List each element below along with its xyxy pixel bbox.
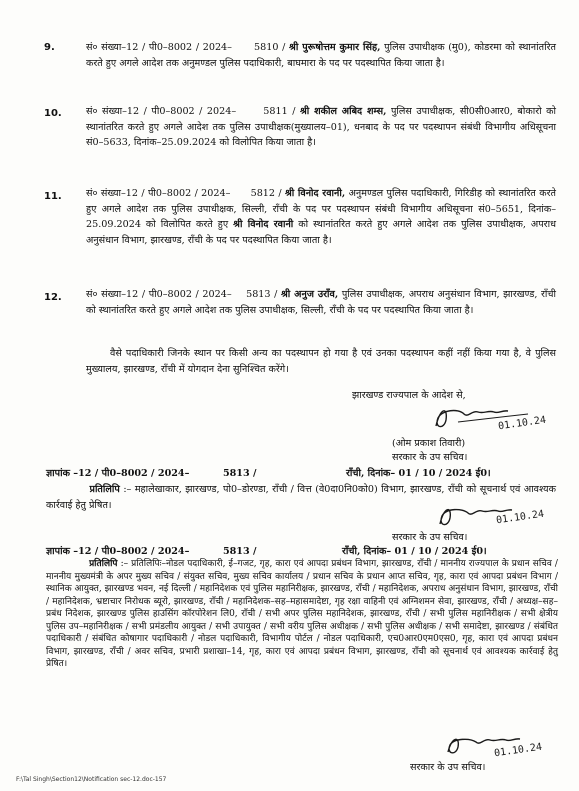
item-number: 11. [44, 191, 62, 202]
item-12-paragraph [86, 287, 556, 318]
officer-name-inline: श्री विनोद रवानी [233, 219, 294, 230]
item-11-paragraph [86, 186, 556, 248]
item-number: 9. [44, 42, 55, 53]
item-number: 10. [44, 108, 62, 119]
signature-date: 01.10.24 [495, 508, 545, 527]
memo-ref: ज्ञापांक –12 / पी0–8002 / 2024– [46, 546, 190, 557]
memo-1-header [46, 466, 556, 482]
signatory-name: (ओम प्रकाश तिवारी) [392, 438, 466, 449]
memo-body: :– महालेखाकार, झारखण्ड, पो0–डोरण्डा, राँची / वित्त (वे0दा0नि0को0) विभाग, झारखण्ड, राँची को सूचनार्थ एवं आवश्यक कार्रवाई हेतु प्रेषित। [46, 484, 556, 511]
memo-label: प्रतिलिपि [89, 484, 120, 495]
signature-date: 01.10.24 [497, 414, 547, 433]
item-ref: सं० संख्या–12 / पी0–8002 / 2024– [86, 289, 232, 300]
item-code: 5813 / [246, 289, 278, 300]
item-10-paragraph [86, 104, 556, 151]
memo-place-date: राँची, दिनांक– 01 / 10 / 2024 ई0। [346, 468, 491, 479]
signatory-title: सरकार के उप सचिव। [392, 452, 468, 463]
item-ref: सं० संख्या–12 / पी0–8002 / 2024– [86, 188, 231, 199]
officer-name: श्री विनोद रवानी, [284, 188, 346, 199]
signatory-title: सरकार के उप सचिव। [410, 762, 486, 773]
memo-code: 5813 / [222, 468, 257, 479]
item-code: 5810 / [254, 42, 286, 53]
item-body-post: को स्थानांतरित करते हुए अगले आदेश तक पुलिस उपाधीक्षक, अपराध अनुसंधान विभाग, झारखण्ड, राँची के पद पर पदस्थापित किया जाता है। [86, 219, 556, 246]
item-ref: सं० संख्या–12 / पी0–8002 / 2024– [86, 106, 237, 117]
item-code: 5811 / [263, 106, 296, 117]
item-code: 5812 / [250, 188, 282, 199]
item-body: पदाधिकारी, गिरिडीह को स्थानांतरित करते हुए अगले आदेश तक पुलिस उपाधीक्षक, सिल्ली, राँची के पद पर पदस्थापन संबंधी विभागीय अधिसूचना सं0–5651, दिनांक–25.09.2024 को विलोपित करते हुए [86, 188, 556, 230]
closing-paragraph: वैसे पदाधिकारी जिनके स्थान पर किसी अन्य का पदस्थापन हो गया है एवं उनका पदस्थापन कहीं नहीं किया गया है, वे पुलिस मुख्यालय, झारखण्ड, राँची में योगदान देना सुनिश्चित करेंगे। [86, 348, 556, 375]
item-number: 12. [44, 292, 62, 303]
officer-name: श्री शकील अबिद शम्स, [299, 106, 387, 117]
memo-body: :– प्रतिलिपिः–नोडल पदाधिकारी, ई–गजट, गृह, कारा एवं आपदा प्रबंधन विभाग, झारखण्ड, राँची / माननीय राज्यपाल के प्रधान सचिव / माननीय मुख्यमंत्री के अपर मुख्य सचिव / संयुक्त सचिव, मुख्य सचिव कार्यालय / प्रधान सचिव के प्रधान आप्त सचिव, गृह, कारा एवं आपदा प्रबंधन विभाग / स्थानिक आयुक्त, झारखण्ड भवन, नई दिल्ली / महानिदेशक एवं पुलिस महानिरीक्षक, झारखण्ड, राँची / महानिदेशक, अपराध अनुसंधान विभाग, झारखण्ड, राँची / महानिदेशक, भ्रष्टाचार निरोधक ब्यूरो, झारखण्ड, राँची / महानिदेशक–सह–महासमादेष्टा, गृह रक्षा वाहिनी एवं अग्निशमन सेवा, झारखण्ड, राँची / अध्यक्ष–सह–प्रबंध निदेशक, झारखण्ड पुलिस हाउसिंग कॉरपोरेशन लि0, राँची / सभी अपर पुलिस महानिदेशक, झारखण्ड, राँची / सभी पुलिस महानिरीक्षक / सभी क्षेत्रीय पुलिस उप–महानिरीक्षक / सभी प्रमंडलीय आयुक्त / सभी उपायुक्त / सभी वरीय पुलिस अधीक्षक / सभी पुलिस अधीक्षक / सभी समादेष्टा, झारखण्ड / संबंधित पदाधिकारी / संबंधित कोषागार पदाधिकारी / नोडल पदाधिकारी, विभागीय पोर्टल / नोडल पदाधिकारी, एच0आर0एम0एस0, गृह, कारा एवं आपदा प्रबंधन विभाग, झारखण्ड, राँची / अवर सचिव, प्रभारी प्रशाखा–14, गृह, कारा एवं आपदा प्रबंधन विभाग, झारखण्ड, राँची को सूचनार्थ एवं आवश्यक कार्रवाई हेतु प्रेषित। [46, 559, 558, 669]
item-rest: अनुमण्डल पुलिस [348, 188, 408, 199]
memo-code: 5813 / [222, 546, 257, 557]
item-body: विभाग, झारखण्ड, राँची को स्थानांतरित करते हुए अगले आदेश तक पुलिस उपाधीक्षक, सिल्ली, राँची के पद पर पदस्थापित किया जाता है। [86, 289, 556, 316]
item-ref: सं० संख्या–12 / पी0–8002 / 2024– [86, 42, 232, 53]
signature-date: 01.10.24 [493, 741, 543, 760]
item-rest: पुलिस उपाधीक्षक, अपराध अनुसंधान [341, 289, 471, 300]
item-body: सी0सी0आर0, बोकारो को स्थानांतरित करते हुए अगले आदेश तक पुलिस उपाधीक्षक(मुख्यालय–01), धनबाद के पद पर पदस्थापन संबंधी विभागीय अधिसूचना सं0–5633, दिनांक–25.09.2024 को विलोपित किया जाता है। [86, 106, 556, 148]
memo-place-date: राँची, दिनांक– 01 / 10 / 2024 ई0। [342, 546, 487, 557]
file-path-footer: F:\Tal Singh\Section12\Notification sec-12.doc-157 [16, 776, 167, 783]
item-rest: पुलिस उपाधीक्षक, [390, 106, 456, 117]
signatory-title: सरकार के उप सचिव। [392, 532, 468, 543]
officer-name: श्री पुरूषोत्तम कुमार सिंह, [289, 42, 381, 53]
memo-ref: ज्ञापांक –12 / पी0–8002 / 2024– [46, 468, 190, 479]
item-9-paragraph [86, 40, 556, 71]
officer-name: श्री अनुज उराँव, [280, 289, 339, 300]
item-body: कोडरमा को स्थानांतरित करते हुए अगले आदेश तक अनुमण्डल पुलिस पदाधिकारी, बाघमारा के पद पर पदस्थापित किया जाता है। [86, 42, 556, 69]
memo-2-text [46, 558, 558, 671]
order-line: झारखण्ड राज्यपाल के आदेश से, [352, 390, 466, 401]
memo-label: प्रतिलिपि [89, 559, 118, 569]
item-rest: पुलिस उपाधीक्षक (मु0), [384, 42, 471, 53]
